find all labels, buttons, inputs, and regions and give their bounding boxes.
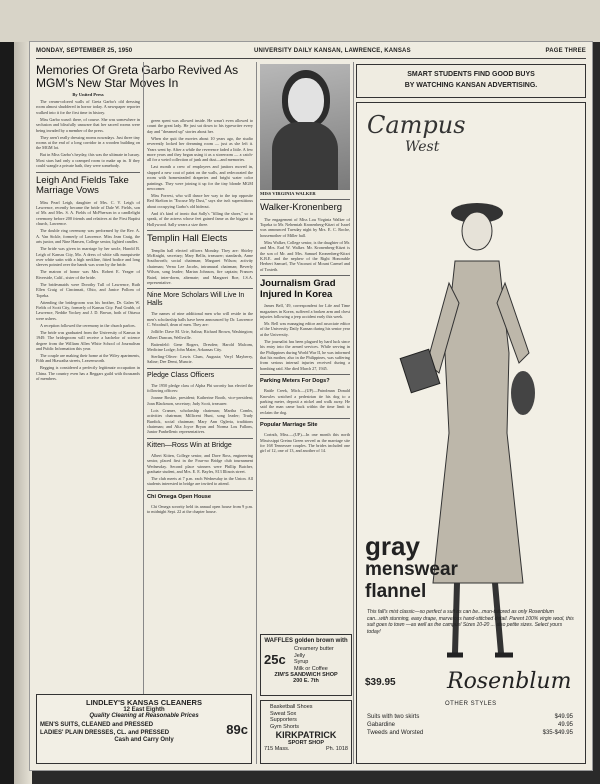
lindley-line2: LADIES' PLAIN DRESSES, CL. and PRESSED [40,730,170,736]
paragraph: Miss Garbo wasn't there, of course. She was somewhere in seclusion and blissfully unaware that her sacred rooms were being invaded by a member of the press. [36,116,140,133]
garbo-headline: Memories Of Greta Garbo Revived As MGM's New Star Moves In [36,63,239,90]
face-shape [288,78,324,124]
column-rule [143,62,144,764]
lindley-price: 89c [226,721,248,737]
templin-headline: Templin Hall Elects [147,233,228,245]
kirk-items [264,704,348,730]
newspaper-page [30,42,592,770]
waffle-item: Creamery butter [294,646,334,652]
lindley-name: LINDLEY'S KANSAS CLEANERS [86,698,202,707]
paragraph: Joanne Boskie, president; Katherine Booth, vice-president; Joan Blackmon, secretary; Judy Scott, treasurer. [147,395,253,406]
handbag-shape [511,371,535,415]
zims-name: ZIM'S SANDWICH SHOP [274,672,338,678]
kirk-contact [264,746,348,752]
header-date: MONDAY, SEPTEMBER 25, 1950 [36,48,133,54]
campus-logo: Campus [367,111,466,139]
pledge-headline: Pledge Class Officers [147,371,215,379]
style-row [367,721,573,729]
kirk-sub: SPORT SHOP [287,740,325,746]
style-price: $35-$49.95 [542,730,573,736]
paragraph: But in Miss Garbo's heyday, this was the ultimate in luxury. Most stars had only a cramped room to make up in. If they could wangle a private bath, they were somebody. [36,152,141,169]
paragraph: When she quit the movies about 10 years ago, the studio reverently locked her dreaming room — just as she left it. Years went by. After a while the reverence faded a little. A few more years and they began using it as a storeroom — a catch-all for a weird collection of junk and dust—and memories. [147,135,253,163]
walker-article [260,217,350,273]
paragraph: Attending the bridegroom was his brother, Dr. Galen W. Fields of Scott City, formerly of Kansas City. Paul Grubb, of Lawrence, Neddie Yockey and J. D. Brown, both of Ottawa were ushers. [36,299,140,321]
paragraph: The bride was graduated from the University of Kansas in 1949. The bridegroom will receive a bachelor of science degree from the William Allen White School of Journalism and Public Information this year. [36,329,140,351]
waffle-item: Jelly [294,652,306,659]
paragraph: The 1950 pledge class of Alpha Phi sorority has elected the following officers: [147,382,253,394]
header-paper: UNIVERSITY DAILY KANSAN, LAWRENCE, KANSAS [254,48,411,54]
chiomega-headline: Chi Omega Open House [147,493,212,500]
paragraph: The cream-colored walls of Greta Garbo's old dressing room almost shuddered in horror today. A newspaper reporter walked into it for the first time in history. [36,99,140,115]
parking-headline: Parking Meters For Dogs? [260,378,330,385]
paragraph: James Bell, '49, correspondent for Life and Time magazines in Korea, suffered a broken arm and chest injuries following a jeep accident early this week. [260,303,350,319]
paragraph: They aren't really dressing rooms nowadays. Just three tiny rooms at the end of a long corridor in a wooden building on the MGM lot. [36,134,140,151]
paragraph: The club meets at 7 p.m. each Wednesday in the Union. All students interested in bridge are invited to attend. [147,475,253,487]
paragraph: The couple are making their home at the Wiley apartments, Fifth and Hiawatha streets, Leavenworth. [36,352,140,364]
divider [147,230,253,231]
paragraph: Miss Forrest, who will dance her way to the top opposite Red Skelton in "Excuse My Dust," says she isn't superstitious about occupying Garbo's old hideout. [147,193,253,209]
scanner-background [0,0,600,42]
paragraph: The double ring ceremony was performed by the Rev. A. A. Van Sickle, formerly of Lawrence. Miss Jean Craig, the arts junior, and Nine Hansen, College senior, lighted candles. [36,228,140,245]
paragraph: The names of nine additional men who will reside in the men's scholarship halls have been announced by Dr. Lawrence C. Woodruff, dean of men. They are: [147,311,253,328]
kitten-article [147,453,253,487]
divider [260,418,350,419]
kirk-item: Basketball Shoes [270,704,313,710]
shoulders-shape [272,122,338,190]
column-rule [256,62,257,764]
paragraph: Battle Creek, Mich.—(UP)—Patrolman Donald Knowles watched a pedestrian tie his dog to a parking meter, deposit a nickel and walk away. He said the man came back within the time limit to reclaim the dog. [260,388,350,415]
waffles-items [294,646,334,672]
west-logo: West [405,139,440,155]
popular-article [260,432,350,454]
paragraph: The engagement of Miss Lou Virginia Walker of Topeka to Mr. Nehemiah Kronenberg-Kitzri of Israel was announced Tuesday night by Mrs. E. C. Roche, housemother of Miller hall. [260,216,350,238]
walker-photo [260,64,350,190]
journalism-article [260,303,350,371]
divider [260,374,350,375]
lindley-address: 12 East Eighth [123,707,165,713]
styles-list [367,713,573,737]
zims-waffles-ad [260,634,352,696]
lindley-cleaners-ad [36,694,252,764]
tagline-flannel: flannel [365,581,427,602]
waffles-headline: WAFFLES golden brown with [264,638,348,644]
binder-spine [0,0,14,784]
lindley-slogan: Quality Cleaning at Reasonable Prices [89,713,199,719]
campus-price: $39.95 [365,677,396,688]
paragraph: Corinth, Miss.—(UP)—In one month this north Mississippi Gretna Green served as the marriage site for 168 Tennessee couples. The brides included one girl of 12, one of 13, and another of 14. [260,432,350,454]
style-name: Gabardine [367,722,396,728]
paragraph: The bride was given in marriage by her uncle, Harold B. Leigh of Kansas City, Mo. A dress of white silk marquisette over white satin with a high neckline, fitted bodice and long sleeves pointed over the hands was worn by the bride. [36,246,140,268]
pledge-article [147,383,253,435]
popular-headline: Popular Marriage Site [260,422,318,429]
divider [36,172,140,173]
chiomega-article [147,504,253,515]
paragraph: Jolliffe: Dave M. Urie, Salina; Richard Brown, Washington; Albert Duncan, Wellsville. [147,329,253,340]
campus-west-ad [356,102,586,764]
paragraph: green spent was allowed inside. He wasn't even allowed to count the great lady. He just sat down to his typewriter every day and "dreamed up" stories about her. [147,118,253,134]
column-3 [260,64,350,455]
garbo-continued [147,118,253,227]
style-name: Tweeds and Worsted [367,730,424,736]
style-price: $49.95 [554,714,573,720]
column-rule [353,62,354,764]
kirk-name: KIRKPATRICK [275,730,337,740]
style-row [367,713,573,721]
column-2 [147,118,253,516]
paragraph: Mr. Bell was managing editor and associate editor of the University Daily Kansan during his senior year at the University. [260,320,350,337]
paragraph: A reception followed the ceremony in the church parlors. [40,322,136,328]
divider [260,275,350,276]
kirk-address: 715 Mass. [264,746,290,752]
waffle-item: Milk or Coffee [294,665,328,672]
lindley-terms: Cash and Carry Only [114,737,174,743]
paragraph: Last month a crew of employees and janitors moved in, slapped a new coat of paint on the walls, and redecorated the room with homesteaded draperies and bright water color paintings. They were joining it up for the tiny blonde MGM newcomer. [147,164,253,192]
paragraph: Chi Omega sorority held its annual open house from 9 p.m. to midnight Sept. 22 at the chapter house. [147,503,253,515]
header-page: PAGE THREE [545,48,586,54]
header-rule [36,58,586,59]
lindley-lines [40,721,169,737]
leigh-headline: Leigh And Fields Take Marriage Vows [36,174,129,197]
zims-address: 200 E. 7th [293,678,319,684]
tagline-gray: gray [365,531,420,561]
paragraph: The matron of honor was Mrs. Robert E. Yeager of Riverside, Calif., sister of the bride. [36,269,140,280]
paragraph: Battenfeld: Gene Rogers, Dresden; Harold Malcom, Medicine Lodge; John Maier, Arkansas City. [147,341,253,353]
campus-body: This fall's mist classic—so perfect a suit as can be...mun-tailored as only Rosenblum can...with stunning, easy drape, marvelous hand-stitched detail. Parent 100% virgin wool, this suit goes to town —as well as the campus! Sizes 10-20 ... also petite sizes. Select yours today! [367,609,574,635]
garbo-article [36,99,140,169]
paragraph: Sterling-Oliver: Lewis Clum, Augusta; Veryl Mayberry, Saline; Dee Demt, Muncie. [147,354,253,365]
divider [260,199,350,200]
paragraph: The bridesmaids were Dorothy Tull of Lawrence, Ruth Ellen Craig of Cincinnati, Ohio, and Janice Pollom of Topeka. [36,281,140,298]
paragraph: Templin hall elected officers Monday. They are: Shirley McKnight, secretary; Mary Bellis, treasurer; standards, Anne Southworth; social chairman; Margaret Wilson; activity chairman; Verna Lee Jacobs, intramural chairman; Beverly Wilson, song leader; Marian Johnson, fire captain; Frances Baird, inter-dorm, alternate; and Margaret Roe, I.S.A. representative. [147,247,253,286]
rosenblum-logo: Rosenblum [447,669,572,694]
paragraph: And it's kind of ironic that Sally's "filling the shoes," so to speak, of the actress whose feet gained fame as the biggest in Hollywood. Sally wears a size three. [147,210,253,227]
paragraph: Miss Walker, College senior, is the daughter of Mr. and Mrs. Earl W. Walker. Mr. Kronenberg-Kitzri is the son of Mr. and Mrs. Samuel Kronenberg-Kitzri K.B.E. and the nephew of the Right Honorable Herbert Samuel, The Viscount of Mount Carmel and of Toxteth. [260,239,350,272]
head-shape [462,212,492,250]
paragraph: Begging is considered a perfectly legitimate occupation in China. The country even has a Beggars guild with thousands of members. [36,365,140,382]
smart-line2: BY WATCHING KANSAN ADVERTISING. [404,82,538,89]
kirk-item: Sweat Sox [270,710,297,717]
other-styles-label: OTHER STYLES [445,701,497,707]
divider [147,368,253,369]
lindley-offer [40,721,248,737]
waffles-body [264,646,348,672]
journalism-headline: Journalism Grad Injured In Korea [260,278,336,300]
garbo-byline: By United Press [72,92,104,97]
tagline-menswear: menswear [365,559,458,580]
parking-article [260,388,350,415]
walker-caption: MISS VIRGINIA WALKER [260,191,316,196]
style-row [367,729,573,737]
scholars-headline: Nine More Scholars Will Live In Halls [147,292,245,308]
divider [147,438,253,439]
kitten-headline: Kitten—Ross Win at Bridge [147,441,232,449]
waffles-price: 25c [264,651,286,667]
walker-headline: Walker-Kronenberg [260,202,343,213]
paragraph: Miss Pearl Leigh, daughter of Mrs. C. V. Leigh of Lawrence, recently became the bride of Dale W. Fields, son of Mr. and Mrs. S. A. Fields of McPherson in a candlelight ceremony before 200 friends and relatives at the First Baptist church, Lawrence. [36,199,140,227]
page-header [36,48,586,58]
scholars-article [147,311,253,364]
templin-article [147,248,253,286]
divider [147,490,253,491]
kirk-phone: Ph. 1018 [325,746,348,752]
waffle-item: Syrup [294,659,309,665]
style-price: 49.95 [557,722,573,728]
divider [147,288,253,289]
lindley-line1: MEN'S SUITS, CLEANED and PRESSED [40,722,154,728]
leigh-article [36,200,140,382]
paragraph: Albert Kitten, College senior, and Dave Ross, engineering senior, placed first in the Four-no Bridge club tournament Wednesday. Second place winners were Phillip Butcher, graduate student, and Mrs. E. E. Bayles, 813 Illinois street. [147,452,253,474]
kirk-item: Gym Shorts [270,723,300,730]
kirkpatrick-ad [260,700,352,764]
paragraph: The journalist has been plagued by hard luck since his entry into the armed services. While serving in the Philippines during World War II, he was informed that his mother, also in the Philippines, was suffering from serious internal injuries received during a bombing raid. She died March 27, 1945. [260,338,351,371]
paragraph: Lois Cramer, scholarship chairman; Martha Combs, activities chairman; Millicent Hunt, song leader; Trudy Burdick, social chairman; Mary Ann Ogleria, traditions chairman; and Alta Joyce Bryan and Norma Lou Fallons, Junior Panhellenic representatives. [147,407,253,435]
smart-students-ad [356,64,586,98]
smart-line1: SMART STUDENTS FIND GOOD BUYS [407,71,535,78]
kirk-item: Supporters [270,717,297,723]
style-name: Suits with two skirts [367,714,420,720]
